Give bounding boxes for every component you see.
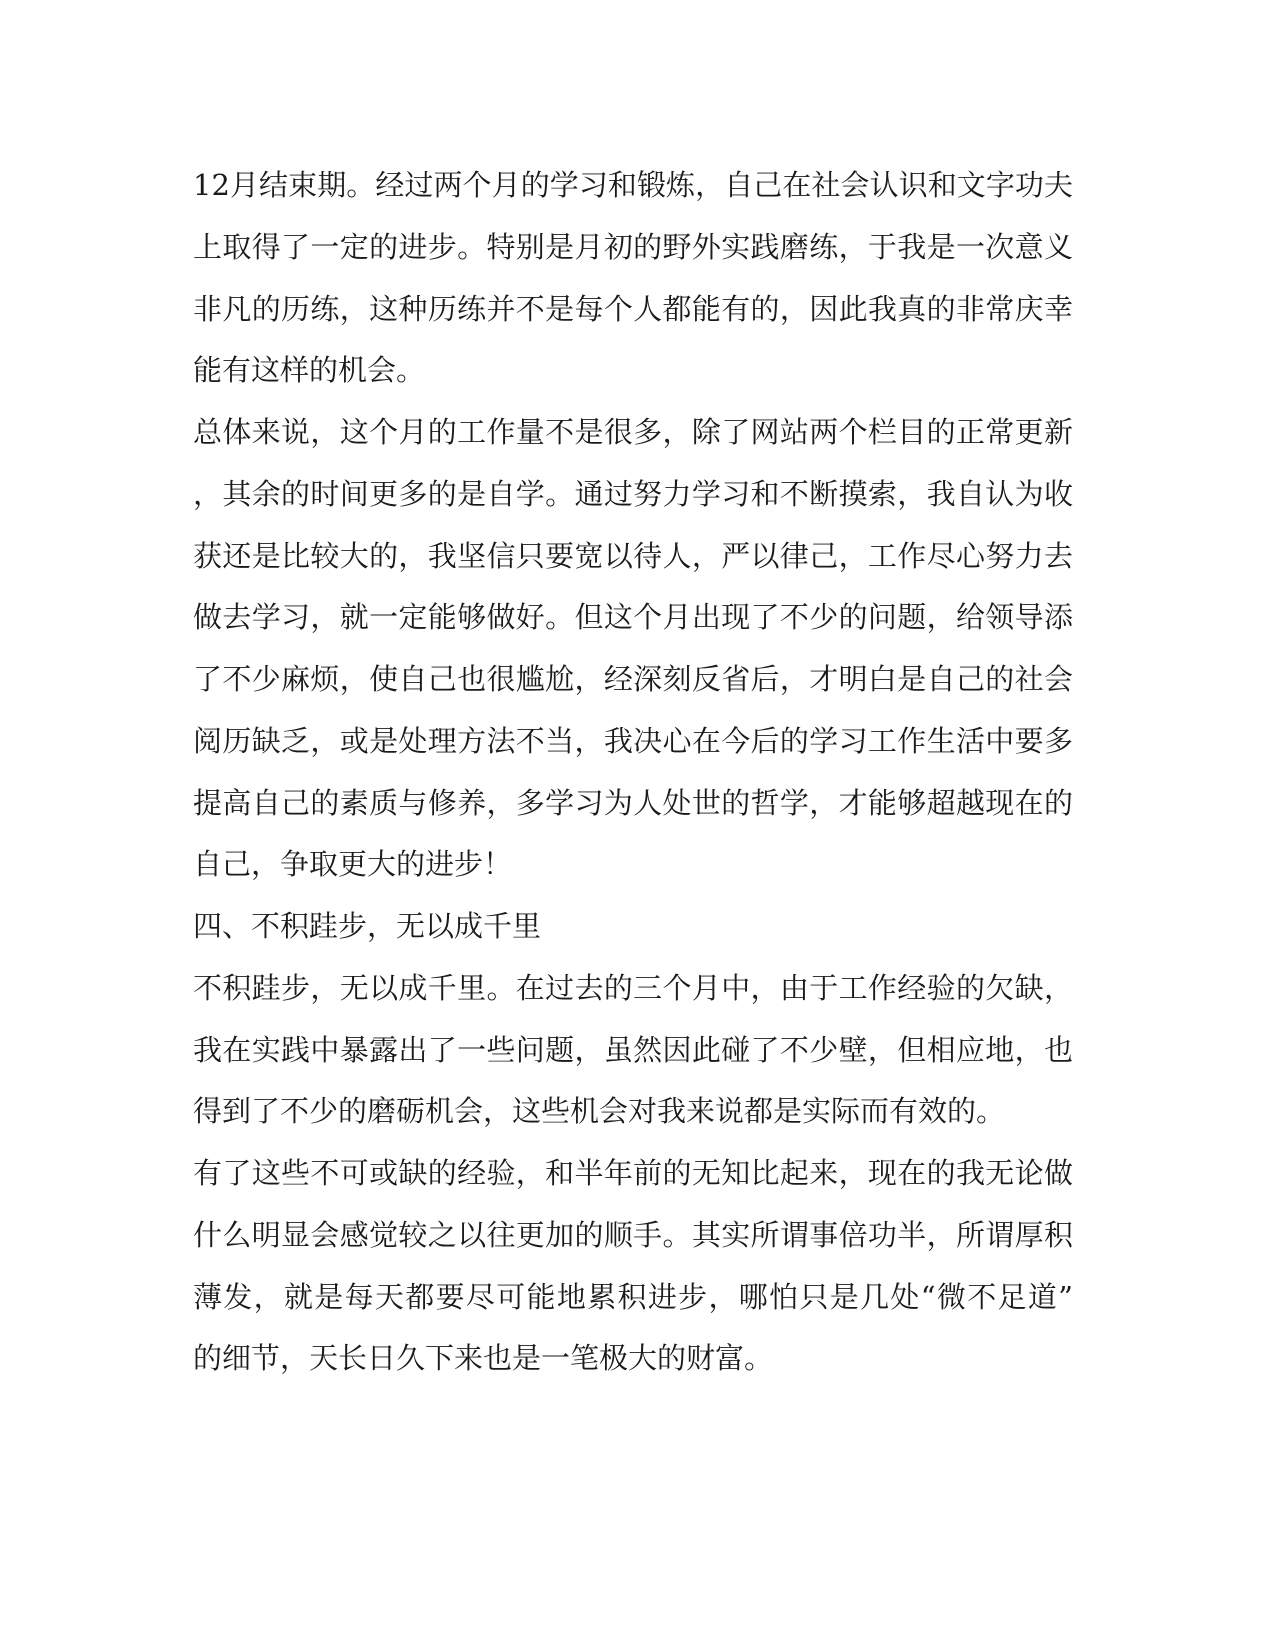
text-line-11: 提高自己的素质与修养，多学习为人处世的哲学，才能够超越现在的 xyxy=(193,786,1073,820)
text-line-16: 得到了不少的磨砺机会，这些机会对我来说都是实际而有效的。 xyxy=(193,1094,1006,1128)
text-line-6: ，其余的时间更多的是自学。通过努力学习和不断摸索，我自认为收 xyxy=(193,477,1073,511)
text-line-12: 自己，争取更大的进步！ xyxy=(193,847,513,881)
text-line-17: 有了这些不可或缺的经验，和半年前的无知比起来，现在的我无论做 xyxy=(193,1156,1073,1190)
text-line-19: 薄发，就是每天都要尽可能地累积进步，哪怕只是几处“微不足道” xyxy=(193,1280,1073,1314)
text-line-1: 12月结束期。经过两个月的学习和锻炼，自己在社会认识和文字功夫 xyxy=(193,168,1073,202)
text-line-5: 总体来说，这个月的工作量不是很多，除了网站两个栏目的正常更新 xyxy=(193,415,1073,449)
text-line-3: 非凡的历练，这种历练并不是每个人都能有的，因此我真的非常庆幸 xyxy=(193,292,1073,326)
text-line-18: 什么明显会感觉较之以往更加的顺手。其实所谓事倍功半，所谓厚积 xyxy=(193,1218,1073,1252)
text-line-10: 阅历缺乏，或是处理方法不当，我决心在今后的学习工作生活中要多 xyxy=(193,724,1073,758)
text-line-9: 了不少麻烦，使自己也很尴尬，经深刻反省后，才明白是自己的社会 xyxy=(193,662,1073,696)
text-line-15: 我在实践中暴露出了一些问题，虽然因此碰了不少壁，但相应地，也 xyxy=(193,1033,1073,1067)
text-line-7: 获还是比较大的，我坚信只要宽以待人，严以律己，工作尽心努力去 xyxy=(193,539,1073,573)
text-line-8: 做去学习，就一定能够做好。但这个月出现了不少的问题，给领导添 xyxy=(193,600,1073,634)
section-heading: 四、不积跬步，无以成千里 xyxy=(193,909,542,943)
text-line-4: 能有这样的机会。 xyxy=(193,353,426,387)
text-line-20: 的细节，天长日久下来也是一笔极大的财富。 xyxy=(193,1341,774,1375)
text-line-2: 上取得了一定的进步。特别是月初的野外实践磨练，于我是一次意义 xyxy=(193,230,1073,264)
text-line-14: 不积跬步，无以成千里。在过去的三个月中，由于工作经验的欠缺， xyxy=(193,971,1073,1005)
